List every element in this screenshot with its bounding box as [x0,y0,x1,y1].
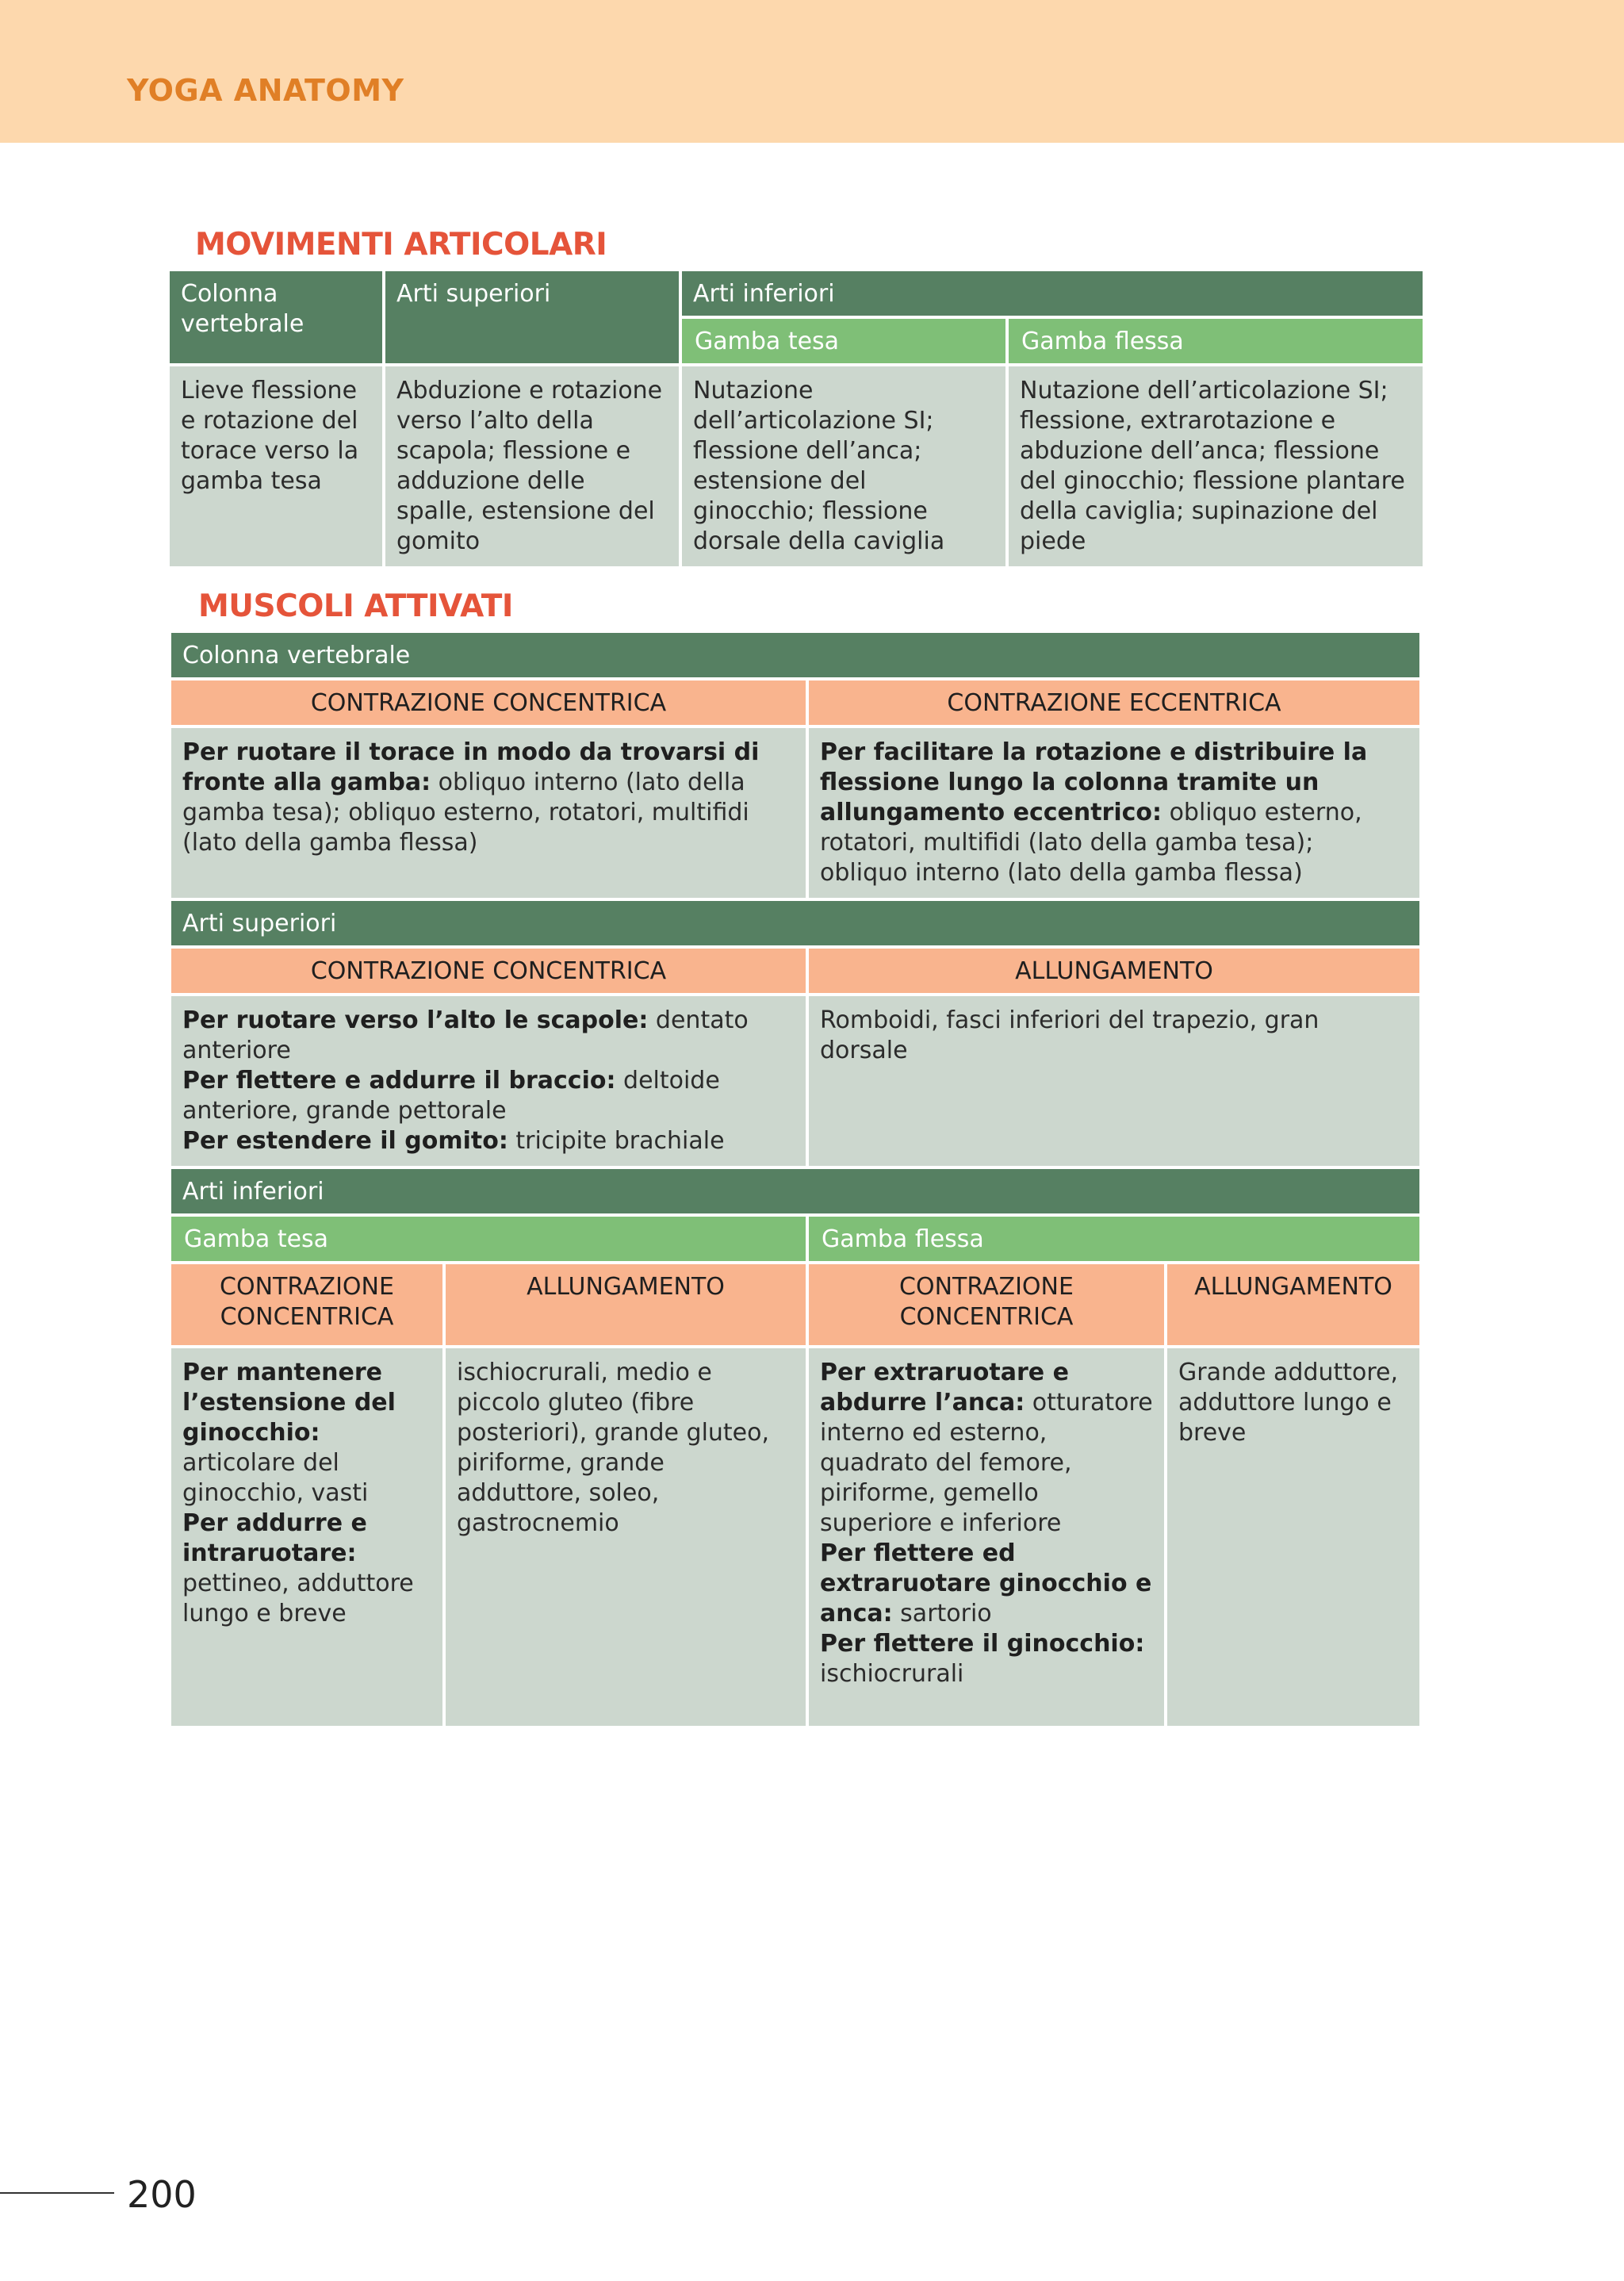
muscoli-title: MUSCOLI ATTIVATI [198,588,513,624]
page-number: 200 [127,2173,197,2216]
header-arti-superiori: Arti superiori [385,271,682,366]
tesa-allungamento-head: ALLUNGAMENTO [446,1264,809,1348]
movimenti-table [170,271,1423,569]
colonna-concentrica-cell: Per ruotare il torace in modo da trovarsi di fronte alla gamba: obliquo interno (lato della gamba tesa); obliquo esterno, rotatori, multifidi (lato della gamba flessa) [171,728,809,901]
muscoli-table [171,633,1419,1729]
flessa-allungamento-cell: Grande adduttore, adduttore lungo e breve [1167,1348,1419,1729]
superiori-concentrica-cell: Per ruotare verso l’alto le scapole: dentato anteriore Per flettere e addurre il braccio: deltoide anteriore, grande pettorale Per estendere il gomito: tricipite brachiale [171,996,809,1169]
superiori-heading: Arti superiori [171,901,1419,949]
cell-colonna: Lieve flessione e rotazione del torace verso la gamba tesa [170,366,385,569]
footer-rule [0,2192,114,2194]
inferiori-gamba-tesa: Gamba tesa [171,1217,809,1264]
colonna-heading: Colonna vertebrale [171,633,1419,680]
flessa-concentrica-cell: Per extraruotare e abdurre l’anca: otturatore interno ed esterno, quadrato del femore, piriforme, gemello superiore e inferiore Per flettere ed extraruotare ginocchio e anca: sartorio Per flettere il ginocchio: ischiocrurali [809,1348,1167,1729]
tesa-concentrica-head: CONTRAZIONE CONCENTRICA [171,1264,446,1348]
running-head: YOGA ANATOMY [127,73,404,108]
colonna-eccentrica-head: CONTRAZIONE ECCENTRICA [809,680,1419,728]
superiori-allungamento-cell: Romboidi, fasci inferiori del trapezio, gran dorsale [809,996,1419,1169]
header-colonna: Colonna vertebrale [170,271,385,366]
inferiori-heading: Arti inferiori [171,1169,1419,1217]
header-gamba-flessa: Gamba flessa [1009,319,1423,366]
flessa-concentrica-head: CONTRAZIONE CONCENTRICA [809,1264,1167,1348]
inferiori-gamba-flessa: Gamba flessa [809,1217,1419,1264]
superiori-concentrica-head: CONTRAZIONE CONCENTRICA [171,949,809,996]
cell-arti-superiori: Abduzione e rotazione verso l’alto della scapola; flessione e adduzione delle spalle, estensione del gomito [385,366,682,569]
tesa-concentrica-cell: Per mantenere l’estensione del ginocchio: articolare del ginocchio, vasti Per addurre e intraruotare: pettineo, adduttore lungo e breve [171,1348,446,1729]
colonna-eccentrica-cell: Per facilitare la rotazione e distribuire la flessione lungo la colonna tramite un allungamento eccentrico: obliquo esterno, rotatori, multifidi (lato della gamba tesa); obliquo interno (lato della gamba flessa) [809,728,1419,901]
flessa-allungamento-head: ALLUNGAMENTO [1167,1264,1419,1348]
header-arti-inferiori: Arti inferiori [682,271,1423,319]
header-band [0,0,1624,143]
movimenti-title: MOVIMENTI ARTICOLARI [195,227,607,263]
cell-gamba-tesa: Nutazione dell’articolazione SI; flessione dell’anca; estensione del ginocchio; flessione dorsale della caviglia [682,366,1009,569]
tesa-allungamento-cell: ischiocrurali, medio e piccolo gluteo (fibre posteriori), grande gluteo, piriforme, grande adduttore, soleo, gastrocnemio [446,1348,809,1729]
cell-gamba-flessa: Nutazione dell’articolazione SI; flessione, extrarotazione e abduzione dell’anca; flessione del ginocchio; flessione plantare della caviglia; supinazione del piede [1009,366,1423,569]
colonna-concentrica-head: CONTRAZIONE CONCENTRICA [171,680,809,728]
superiori-allungamento-head: ALLUNGAMENTO [809,949,1419,996]
header-gamba-tesa: Gamba tesa [682,319,1009,366]
